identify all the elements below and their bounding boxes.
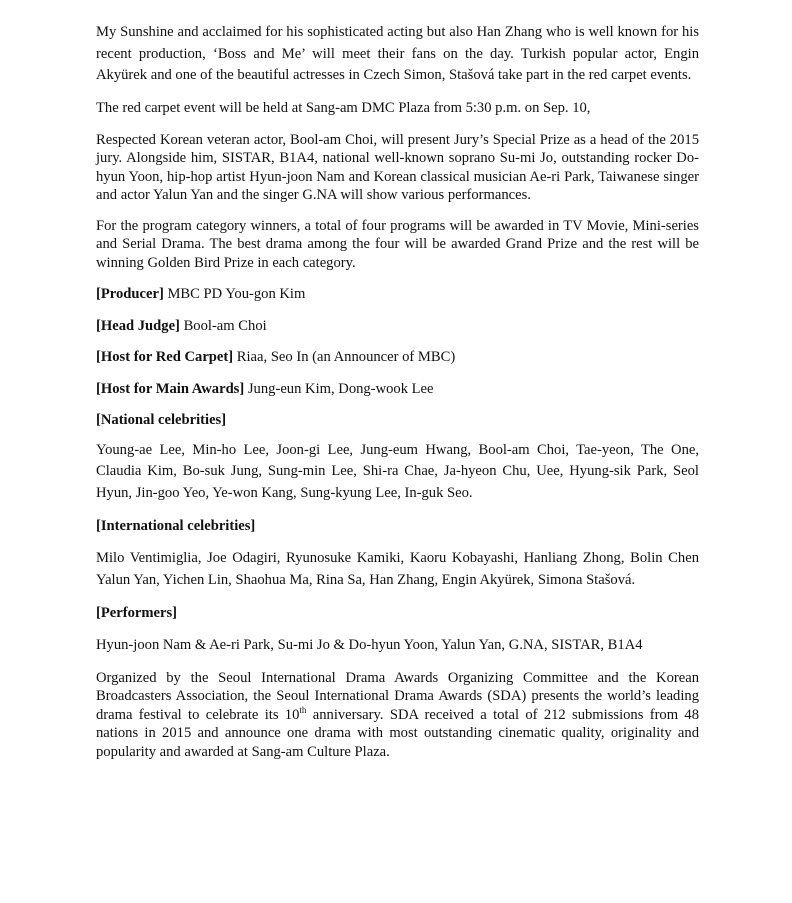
head-judge-line	[96, 316, 699, 336]
ordinal-superscript: th	[299, 704, 307, 715]
organizer-paragraph	[96, 669, 699, 762]
host-red-carpet-label: [Host for Red Carpet]	[96, 349, 234, 365]
red-carpet-paragraph: The red carpet event will be held at Sang-am DMC Plaza from 5:30 p.m. on Sep. 10,	[96, 99, 591, 116]
national-celebrities-list: Young-ae Lee, Min-ho Lee, Joon-gi Lee, Jung-eum Hwang, Bool-am Choi, Tae-yeon, The One, Claudia Kim, Bo-suk Jung, Sung-min Lee, Shi-ra Chae, Ja-hyeon Chu, Uee, Hyung-sik Park, Seol Hyun, Jin-goo Yeo, Ye-won Kang, Sung-kyung Lee, In-guk Seo.	[96, 441, 699, 501]
head-judge-value: Bool-am Choi	[179, 317, 267, 334]
national-celebrities-heading: [National celebrities]	[96, 411, 227, 428]
document-page	[96, 22, 699, 761]
producer-value: MBC PD You-gon Kim	[163, 286, 306, 302]
host-red-carpet-line	[96, 347, 699, 367]
jury-paragraph: Respected Korean veteran actor, Bool-am Choi, will present Jury’s Special Prize as a head of the 2015 jury. Alongside him, SISTAR, B1A4, national well-known soprano Su-mi Jo, outstanding rocker Do-hyun Yoon, hip-hop artist Hyun-joon Nam and Korean classical musician Ae-ri Park, Taiwanese singer and actor Yalun Yan and the singer G.NA will show various performances.	[96, 131, 699, 203]
head-judge-label: [Head Judge]	[96, 317, 180, 334]
host-main-awards-line	[96, 379, 699, 399]
international-celebrities-list: Milo Ventimiglia, Joe Odagiri, Ryunosuke Kamiki, Kaoru Kobayashi, Hanliang Zhong, Bolin Chen Yalun Yan, Yichen Lin, Shaohua Ma, Rina Sa, Han Zhang, Engin Akyürek, Simona Stašová.	[96, 550, 699, 588]
organizer-text-end: anniversary. SDA received a total of 212 submissions from 48 nations in 2015 and announce one drama with most outstanding cinematic quality, originality and popularity and awarded at Sang-am Culture Plaza.	[96, 706, 699, 760]
producer-line	[96, 284, 699, 304]
performers-list: Hyun-joon Nam & Ae-ri Park, Su-mi Jo & Do-hyun Yoon, Yalun Yan, G.NA, SISTAR, B1A4	[96, 637, 643, 653]
intro-paragraph: My Sunshine and acclaimed for his sophisticated acting but also Han Zhang who is well known for his recent production, ‘Boss and Me’ will meet their fans on the day. Turkish popular actor, Engin Akyürek and one of the beautiful actresses in Czech Simon, Stašová take part in the red carpet events.	[96, 24, 699, 83]
performers-heading: [Performers]	[96, 605, 178, 621]
host-main-awards-value: Jung-eun Kim, Dong-wook Lee	[244, 380, 434, 397]
host-red-carpet-value: Riaa, Seo In (an Announcer of MBC)	[233, 349, 456, 365]
international-celebrities-heading: [International celebrities]	[96, 518, 256, 534]
program-paragraph: For the program category winners, a total of four programs will be awarded in TV Movie, Mini-series and Serial Drama. The best drama among the four will be awarded Grand Prize and the rest will be winning Golden Bird Prize in each category.	[96, 217, 699, 271]
organizer-text-start: Organized by the Seoul International Drama Awards Organizing Committee and the Korean Broadcasters Association, the Seoul International Drama Awards (SDA) presents the world’s leading drama festival to celebrate its 10	[96, 669, 699, 723]
host-main-awards-label: [Host for Main Awards]	[96, 380, 245, 397]
producer-label: [Producer]	[96, 286, 164, 302]
